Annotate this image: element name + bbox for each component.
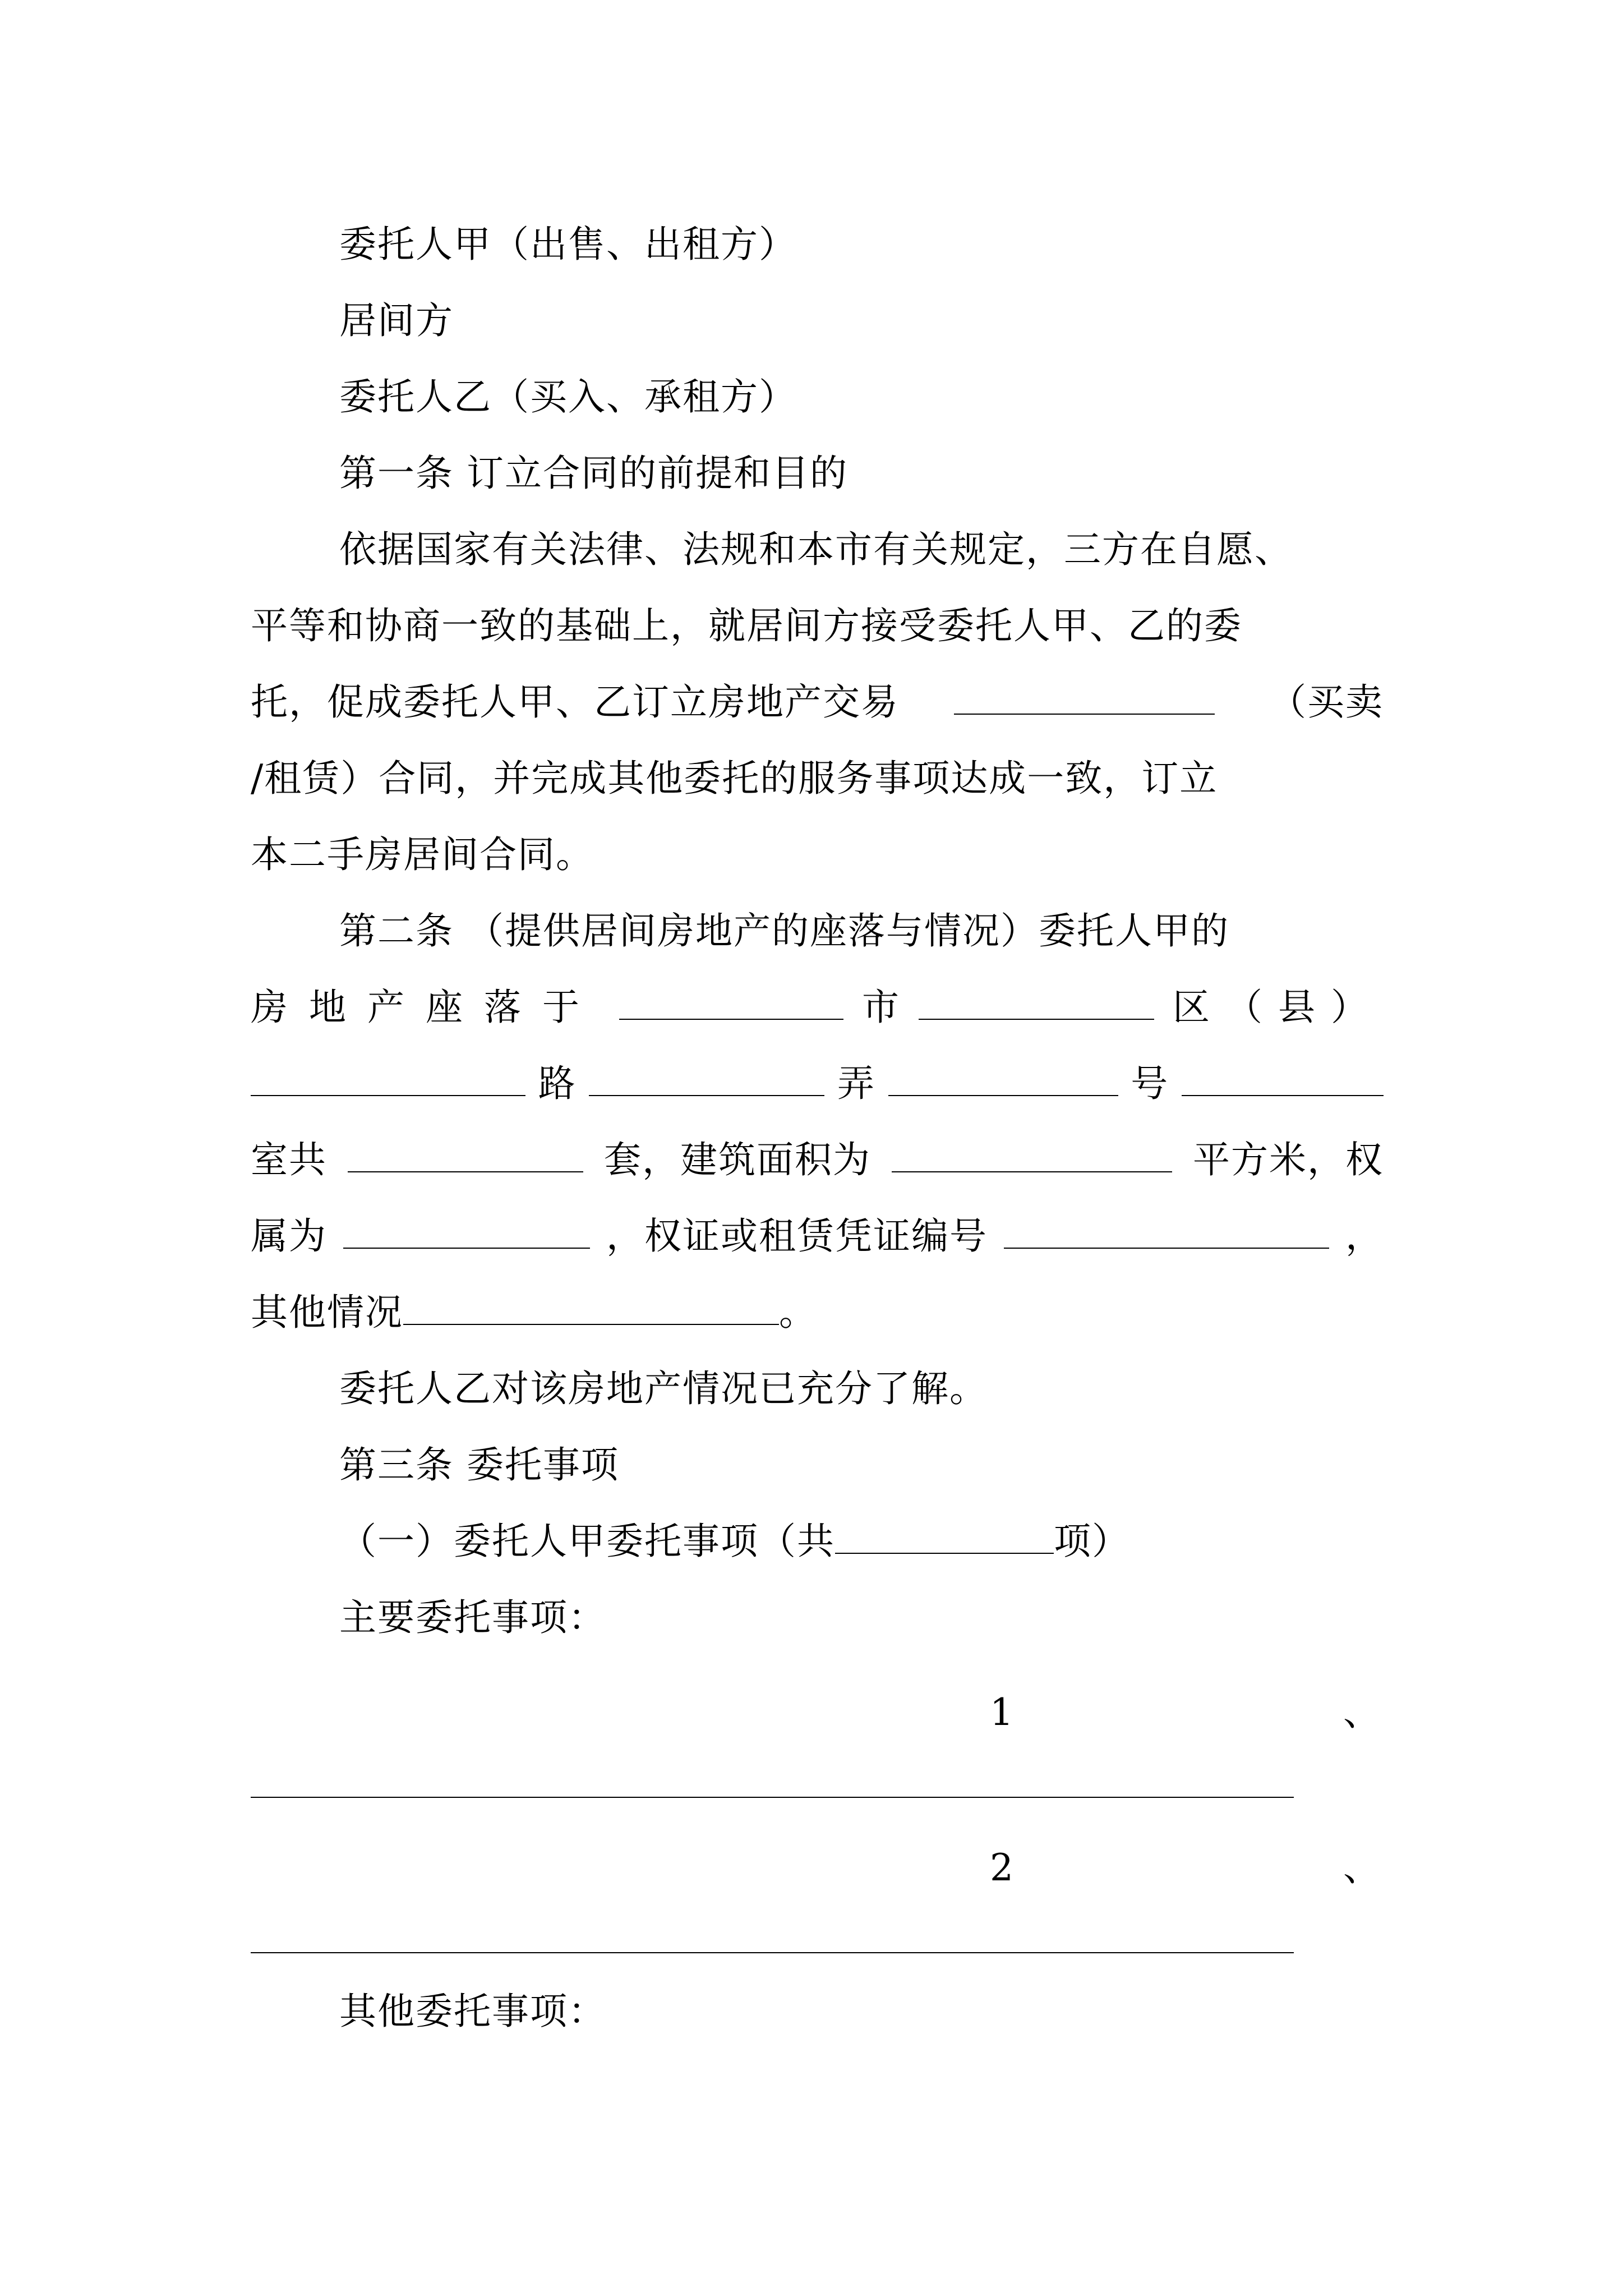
sub1-label: （一）委托人甲委托事项（共 <box>339 1520 835 1563</box>
other-blank[interactable] <box>403 1290 779 1325</box>
lane-label: 弄 <box>837 1062 875 1105</box>
road-blank[interactable] <box>251 1061 525 1096</box>
number-label: 号 <box>1131 1062 1169 1105</box>
sets-blank[interactable] <box>348 1138 583 1172</box>
sets-area-label: 套，建筑面积为 <box>604 1138 871 1181</box>
item-1-separator: 、 <box>1343 1691 1380 1734</box>
city-label: 市 <box>862 986 900 1029</box>
article1-line1 <box>339 512 1384 588</box>
article2-heading-line <box>339 893 1384 969</box>
article1-line2-text: 平等和协商一致的基础上，就居间方接受委托人甲、乙的委 <box>251 604 1242 647</box>
owner-blank[interactable] <box>343 1214 590 1249</box>
room-total-label: 室共 <box>251 1138 327 1181</box>
article1-line3-text: 托，促成委托人甲、乙订立房地产交易 <box>251 680 899 724</box>
cert-label: ，权证或租赁凭证编号 <box>606 1214 988 1258</box>
area-blank[interactable] <box>892 1138 1172 1172</box>
room-blank[interactable] <box>1182 1061 1384 1096</box>
party-a-line: 委托人甲（出售、出租方） <box>339 223 797 266</box>
broker-line: 居间方 <box>339 299 454 342</box>
transaction-type-blank[interactable] <box>954 680 1215 715</box>
article2-address-line <box>251 1046 1384 1122</box>
article2-area-line <box>251 1122 1384 1198</box>
article3-heading: 第三条 委托事项 <box>339 1443 619 1487</box>
party-b-line: 委托人乙（买入、承租方） <box>339 375 797 418</box>
owner-label: 属为 <box>251 1214 327 1258</box>
article3-sub1 <box>339 1503 1384 1580</box>
location-label: 房地产座落于 <box>251 986 601 1029</box>
article1-line4-text: /租赁）合同，并完成其他委托的服务事项达成一致，订立 <box>251 757 1218 800</box>
article2-location-line <box>251 969 1384 1046</box>
item-2-separator: 、 <box>1343 1846 1380 1889</box>
district-blank[interactable] <box>919 985 1154 1020</box>
article1-line4 <box>251 740 1384 817</box>
other-label: 其他情况 <box>251 1291 403 1334</box>
main-items-label: 主要委托事项： <box>339 1596 606 1639</box>
number-blank[interactable] <box>888 1061 1118 1096</box>
sqm-label: 平方米，权 <box>1193 1138 1384 1181</box>
article1-line2 <box>251 588 1384 664</box>
item-2-rule[interactable] <box>251 1952 1294 1953</box>
item-1-number: 1 <box>990 1691 1013 1734</box>
lane-blank[interactable] <box>589 1061 824 1096</box>
district-label: 区（县） <box>1173 986 1384 1029</box>
article2-note: 委托人乙对该房地产情况已充分了解。 <box>339 1367 988 1410</box>
road-label: 路 <box>538 1062 577 1105</box>
cert-comma: ， <box>1345 1214 1384 1258</box>
article1-line1-text: 依据国家有关法律、法规和本市有关规定，三方在自愿、 <box>339 528 1293 571</box>
item-2-number: 2 <box>990 1846 1013 1889</box>
item-1-rule[interactable] <box>251 1797 1294 1798</box>
article2-heading: 第二条 （提供居间房地产的座落与情况）委托人甲的 <box>339 909 1229 953</box>
article1-heading: 第一条 订立合同的前提和目的 <box>339 452 848 495</box>
other-items-label: 其他委托事项： <box>339 1990 606 2033</box>
sub1-suffix: 项） <box>1054 1520 1130 1563</box>
cert-number-blank[interactable] <box>1004 1214 1329 1249</box>
article1-line3 <box>251 664 1384 740</box>
article1-line3-suffix: （买卖 <box>1269 680 1384 724</box>
article1-line5: 本二手房居间合同。 <box>251 833 594 876</box>
article2-other-line <box>251 1274 1384 1351</box>
city-blank[interactable] <box>619 985 843 1020</box>
article2-owner-line <box>251 1198 1384 1274</box>
item-count-blank[interactable] <box>835 1519 1054 1554</box>
other-period: 。 <box>779 1291 817 1334</box>
